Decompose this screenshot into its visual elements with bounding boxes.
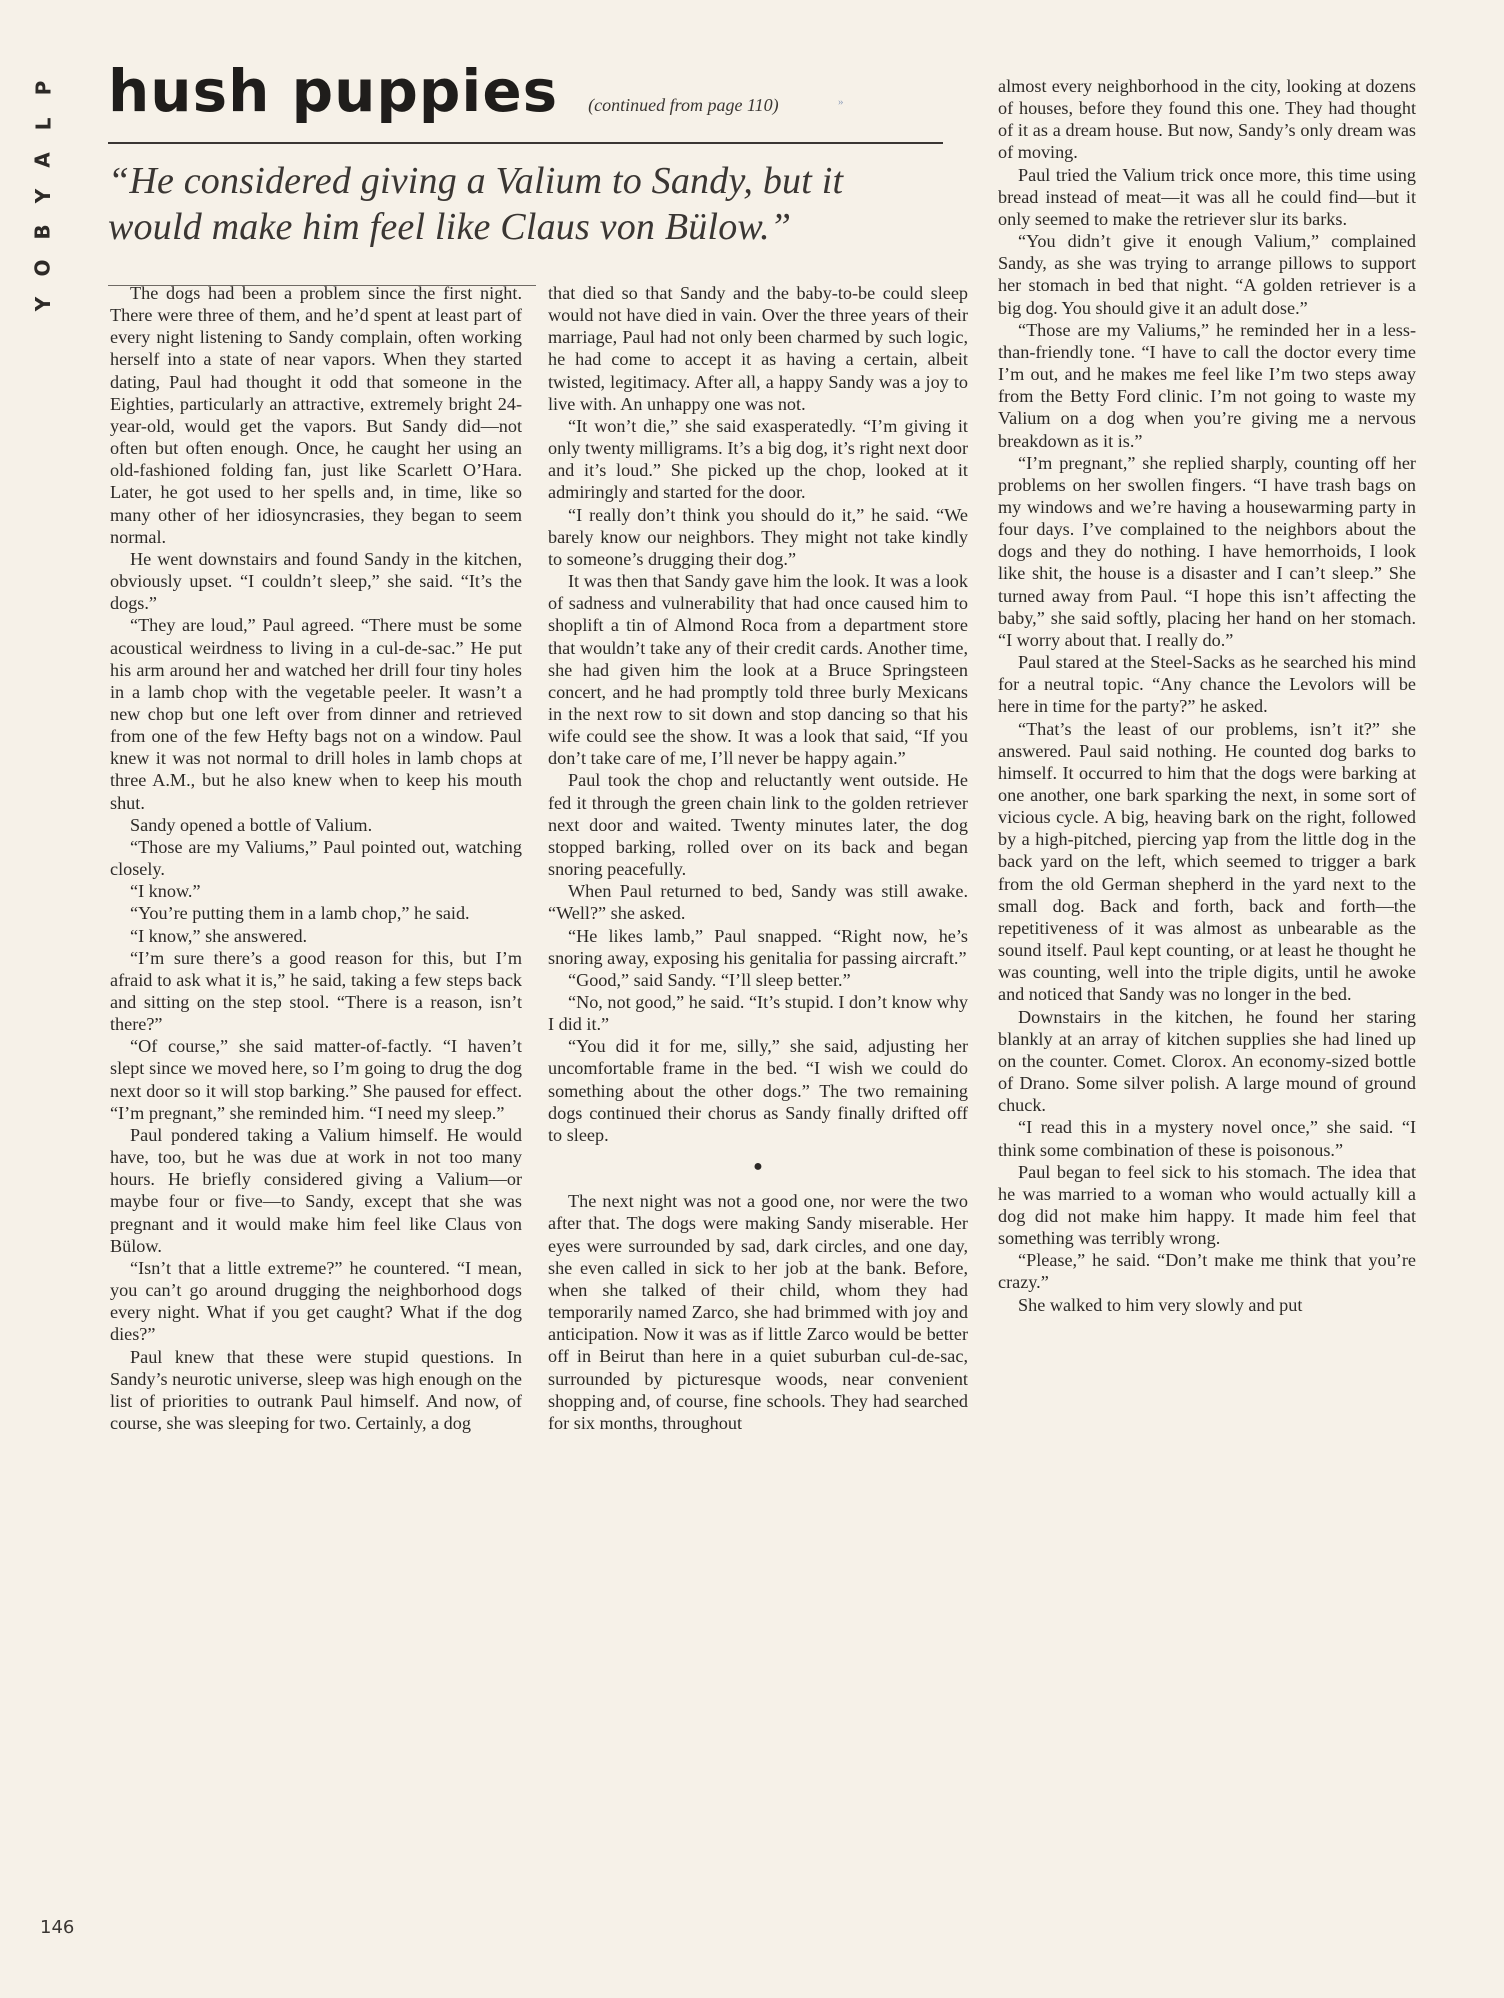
column-2-section-a — [548, 282, 968, 1146]
paragraph: that died so that Sandy and the baby-to-be could sleep would not have died in vain. Over the three years of their marriage, Paul had not only been charmed by such logic, he had come to accept it as having a certain, albeit twisted, legitimacy. After all, a happy Sandy was a joy to live with. An unhappy one was not. — [548, 283, 968, 414]
paragraph: Paul knew that these were stupid questions. In Sandy’s neurotic universe, sleep was high enough on the list of priorities to outrank Paul himself. And now, of course, she was sleeping for two. Certainly, a dog — [110, 1346, 522, 1433]
playboy-vertical-masthead — [28, 70, 58, 322]
paragraph: Paul tried the Valium trick once more, this time using bread instead of meat—it was all he could find—but it only seemed to make the retriever slur its barks. — [998, 164, 1416, 229]
paragraph: “Please,” he said. “Don’t make me think that you’re crazy.” — [998, 1250, 1416, 1293]
paragraph: “Good,” said Sandy. “I’ll sleep better.” — [568, 969, 851, 990]
header-rule — [108, 142, 943, 144]
article-title: hush puppies — [108, 57, 559, 125]
paragraph: Paul took the chop and reluctantly went outside. He fed it through the green chain link to the golden retriever next door and waited. Twenty minutes later, the dog stopped barking, rolled over on its back and began snoring peacefully. — [548, 770, 968, 880]
paragraph: “No, not good,” he said. “It’s stupid. I don’t know why I did it.” — [548, 992, 968, 1035]
paragraph: He went downstairs and found Sandy in the kitchen, obviously upset. “I couldn’t sleep,” she said. “It’s the dogs.” — [110, 548, 522, 614]
paragraph: Paul began to feel sick to his stomach. The idea that he was married to a woman who would actually kill a dog did not make him happy. It made him feel that something was terribly wrong. — [998, 1161, 1416, 1249]
paragraph: “I read this in a mystery novel once,” she said. “I think some combination of these is poisonous.” — [998, 1117, 1416, 1160]
paragraph: “It won’t die,” she said exasperatedly. “I’m giving it only twenty milligrams. It’s a big dog, it’s right next door and it’s loud.” She picked up the chop, looked at it admiringly and started for the door. — [548, 415, 968, 503]
paragraph: Paul pondered taking a Valium himself. He would have, too, but he was due at work in not too many hours. He briefly considered giving a Valium—or maybe four or five—to Sandy, except that she was pregnant and it would make him feel like Claus von Bülow. — [110, 1124, 522, 1256]
paragraph: “You did it for me, silly,” she said, adjusting her uncomfortable frame in the bed. “I wish we could do something about the other dogs.” The two remaining dogs continued their chorus as Sandy finally drifted off to sleep. — [548, 1036, 968, 1145]
masthead-letter: O — [30, 259, 55, 277]
paragraph: “That’s the least of our problems, isn’t it?” she answered. Paul said nothing. He counted dog barks to himself. It occurred to him that the dogs were barking at one another, one bark sparking the next, in some sort of vicious cycle. A big, heaving bark on the right, followed by a high-pitched, piercing yap from the little dog in the back yard on the left, which seemed to trigger a bark from the old German shepherd in the yard next to the small dog. Back and forth, back and forth—the repetitiveness of it was almost as unbearable as the sound itself. Paul kept counting, or at least he thought he was counting, well into the triple digits, until he awoke and noticed that Sandy was no longer in the bed. — [998, 718, 1416, 1005]
paragraph: “I’m sure there’s a good reason for this, but I’m afraid to ask what it is,” he said, taking a few steps back and sitting on the step stool. “There is a reason, isn’t there?” — [110, 947, 522, 1035]
text-column-2 — [548, 282, 968, 1434]
paragraph: “Those are my Valiums,” he reminded her in a less-than-friendly tone. “I have to call the doctor every time I’m out, and he makes me feel like I’m two steps away from the Betty Ford clinic. I’m not going to waste my Valium on a dog when you’re giving me a nervous breakdown as it is.” — [998, 319, 1416, 451]
paragraph: “I’m pregnant,” she replied sharply, counting off her problems on her swollen fingers. “I have trash bags on my windows and we’re having a housewarming party in four days. I’ve complained to the neighbors about the dogs and they do nothing. I have hemorrhoids, I look like shit, the house is a disaster and I can’t sleep.” She turned away from Paul. “I hope this isn’t affecting the baby,” she said softly, placing her hand on her stomach. “I worry about that. I really do.” — [998, 452, 1416, 650]
paragraph: “They are loud,” Paul agreed. “There must be some acoustical weirdness to living in a cul-de-sac.” He put his arm around her and watched her drill four tiny holes in a lamb chop with the vegetable peeler. It wasn’t a new chop but one left over from dinner and retrieved from one of the few Hefty bags not on a window. Paul knew it was not normal to drill holes in lamb chops at three A.M., but he also knew when to keep his mouth shut. — [110, 615, 522, 813]
paragraph: The next night was not a good one, nor were the two after that. The dogs were making Sandy miserable. Her eyes were surrounded by sad, dark circles, and one day, she even called in sick to her job at the bank. Before, when she talked of their child, whom they had temporarily named Zarco, she had brimmed with joy and anticipation. Now it was as if little Zarco would be better off in Beirut than here in a quiet suburban cul-de-sac, surrounded by picturesque woods, near convenient shopping and, of course, fine schools. They had searched for six months, throughout — [548, 1191, 968, 1433]
continued-note: (continued from page 110) — [588, 95, 779, 115]
paragraph: “Those are my Valiums,” Paul pointed out, watching closely. — [110, 836, 522, 880]
masthead-letter: P — [30, 80, 55, 96]
paragraph: “You’re putting them in a lamb chop,” he said. — [130, 903, 470, 924]
text-column-3 — [998, 75, 1416, 1316]
paragraph: Downstairs in the kitchen, he found her staring blankly at an array of kitchen supplies she had lined up on the counter. Comet. Clorox. An economy-sized bottle of Drano. Some silver polish. A large mound of ground chuck. — [998, 1006, 1416, 1116]
paragraph: “Of course,” she said matter-of-factly. “I haven’t slept since we moved here, so I’m going to drug the dog next door so it will stop barking.” She paused for effect. “I’m pregnant,” she reminded him. “I need my sleep.” — [110, 1036, 522, 1123]
paragraph: The dogs had been a problem since the first night. There were three of them, and he’d spent at least part of every night listening to Sandy complain, often working herself into a state of near vapors. When they started dating, Paul had thought it odd that someone in the Eighties, particularly an attractive, extremely bright 24-year-old, would get the vapors. But Sandy did—not often but often enough. Once, he caught her using an old-fashioned folding fan, just like Scarlett O’Hara. Later, he got used to her spells and, in time, like so many other of her idiosyncrasies, they began to seem normal. — [110, 283, 522, 547]
paragraph: It was then that Sandy gave him the look. It was a look of sadness and vulnerability that had once caused him to shoplift a tin of Almond Roca from a department store that wouldn’t take any of their credit cards. Another time, she had given him the look at a Bruce Springsteen concert, and he had promptly told three burly Mexicans in the next row to sit down and stop dancing so that his wife could see the show. It was a look that said, “If you don’t take care of me, I’ll never be happy again.” — [548, 571, 968, 769]
masthead-letter: L — [31, 117, 55, 131]
paragraph: “I know.” — [130, 881, 201, 902]
paragraph: “I know,” she answered. — [130, 925, 308, 946]
paragraph: Paul stared at the Steel-Sacks as he searched his mind for a neutral topic. “Any chance the Levolors will be here in time for the party?” he asked. — [998, 652, 1416, 717]
section-break-bullet: ● — [753, 1158, 763, 1176]
article-header — [108, 57, 943, 286]
masthead-letter: Y — [30, 296, 55, 312]
masthead-letter: A — [30, 152, 55, 168]
page-number: 146 — [40, 1917, 75, 1938]
paragraph: She walked to him very slowly and put — [1018, 1294, 1303, 1315]
paragraph: “I really don’t think you should do it,” he said. “We barely know our neighbors. They might not take kindly to someone’s drugging their dog.” — [548, 504, 968, 569]
paragraph: “You didn’t give it enough Valium,” complained Sandy, as she was trying to arrange pillows to support her stomach in bed that night. “A golden retriever is a big dog. You should give it an adult dose.” — [998, 231, 1416, 318]
text-column-1 — [110, 282, 522, 1434]
small-mark: » — [838, 96, 844, 108]
masthead-letter: B — [31, 224, 55, 240]
paragraph: “He likes lamb,” Paul snapped. “Right now, he’s snoring away, exposing his genitalia for passing aircraft.” — [548, 925, 968, 968]
masthead-letter: Y — [30, 188, 55, 204]
column-2-section-b — [548, 1190, 968, 1434]
pull-quote: “He considered giving a Valium to Sandy, but it would make him feel like Claus von Bülow.” — [108, 160, 844, 249]
paragraph: almost every neighborhood in the city, looking at dozens of houses, before they found this one. They had thought of it as a dream house. But now, Sandy’s only dream was of moving. — [998, 76, 1416, 163]
paragraph: Sandy opened a bottle of Valium. — [130, 814, 373, 835]
paragraph: When Paul returned to bed, Sandy was still awake. “Well?” she asked. — [548, 881, 968, 924]
paragraph: “Isn’t that a little extreme?” he countered. “I mean, you can’t go around drugging the neighborhood dogs every night. What if you get caught? What if the dog dies?” — [110, 1257, 522, 1345]
